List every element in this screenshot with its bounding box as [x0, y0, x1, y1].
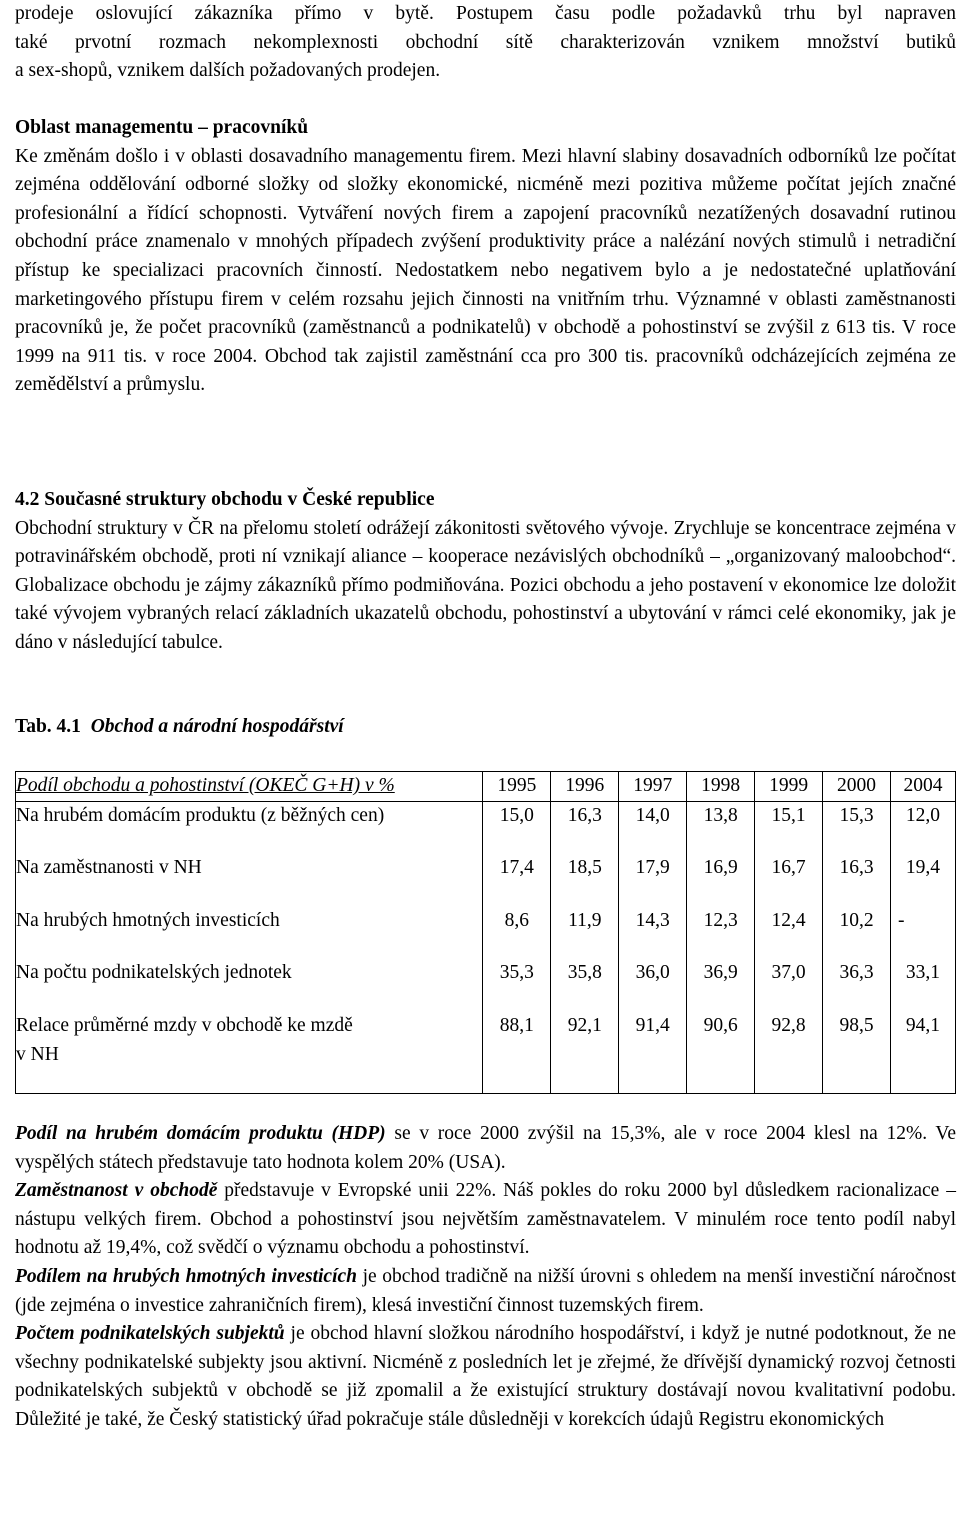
table-cell: 88,1	[483, 1012, 551, 1093]
year-header: 1997	[619, 772, 687, 802]
table-cell: 17,9	[619, 854, 687, 907]
table-cell: 8,6	[483, 907, 551, 959]
intro-line-2: také prvotní rozmach nekomplexnosti obchodní sítě charakterizován vznikem množství butiků	[15, 31, 956, 53]
year-header: 2004	[890, 772, 955, 802]
table-cell: 12,0	[890, 801, 955, 854]
table-cell: 36,3	[823, 959, 891, 1012]
row-label	[16, 1012, 483, 1093]
year-header: 1998	[687, 772, 755, 802]
table-cell: 33,1	[890, 959, 955, 1012]
investment-paragraph	[15, 1263, 956, 1320]
table-cell: 91,4	[619, 1012, 687, 1093]
table-header-row	[16, 772, 956, 802]
table-title: Obchod a národní hospodářství	[90, 716, 344, 737]
section-heading-management: Oblast managementu – pracovníků	[15, 117, 309, 138]
employment-text: představuje v Evropské unii 22%. Náš pokles do roku 2000 byl důsledkem racionalizace – nástupu velkých firem. Obchod a pohostinství jsou největším zaměstnavatelem. V minulém roce tento podíl nabyl hodnotu až 19,4%, což svědčí o významu obchodu a pohostinství.	[15, 1180, 957, 1259]
row-label: Na hrubých hmotných investicích	[16, 907, 483, 959]
table-cell: 12,3	[687, 907, 755, 959]
table-cell: 15,1	[755, 801, 823, 854]
table-row	[16, 907, 956, 959]
structures-paragraph: Obchodní struktury v ČR na přelomu století odrážejí zákonitosti světového vývoje. Zrychluje se koncentrace zejména v potravinářském obchodě, proti ní vznikají aliance – kooperace nezávislých obchodníků – „organizovaný maloobchod“. Globalizace obchodu je zájmy zákazníků přímo podmiňována. Pozici obchodu a jeho postavení v ekonomice lze doložit také vývojem vybraných relací základních ukazatelů obchodu, pohostinství a ubytování v rámci celé ekonomiky, jak je dáno v následující tabulce.	[15, 517, 956, 653]
table-row	[16, 854, 956, 907]
row-label-line-1: Relace průměrné mzdy v obchodě ke mzdě	[16, 1015, 353, 1037]
intro-paragraph	[15, 0, 956, 86]
table-cell: 14,0	[619, 801, 687, 854]
subjects-text: je obchod hlavní složkou národního hospodářství, i když je nutné podotknout, že ne všechny podnikatelské subjekty jsou aktivní. Nicméně z posledních let je zřejmé, že dřívější dynamický rozvoj četnosti podnikatelských subjektů v obchodě se již zpomalil a že existující struktury dostávají novou kvalitativní podobu. Důležité je také, že Český statistický úřad pokračuje stále důsledněji v korekcích údajů Registru ekonomických	[15, 1323, 956, 1430]
table-cell: 17,4	[483, 854, 551, 907]
intro-line-3: a sex-shopů, vznikem dalších požadovaných prodejen.	[15, 60, 441, 82]
subjects-lead: Počtem podnikatelských subjektů	[15, 1323, 285, 1345]
table-cell: 35,3	[483, 959, 551, 1012]
table-cell: 36,9	[687, 959, 755, 1012]
table-cell: 90,6	[687, 1012, 755, 1093]
subjects-paragraph	[15, 1320, 956, 1434]
table-cell: 13,8	[687, 801, 755, 854]
row-label: Na hrubém domácím produktu (z běžných cen)	[16, 801, 483, 854]
table-caption	[15, 713, 344, 742]
year-header: 1999	[755, 772, 823, 802]
table-cell: 16,3	[823, 854, 891, 907]
trade-economy-table	[15, 771, 956, 1094]
year-header: 1995	[483, 772, 551, 802]
table-cell: 18,5	[551, 854, 619, 907]
year-header: 2000	[823, 772, 891, 802]
table-cell: 16,3	[551, 801, 619, 854]
management-section	[15, 114, 956, 400]
table-row	[16, 959, 956, 1012]
investment-lead: Podílem na hrubých hmotných investicích	[15, 1265, 358, 1287]
table-cell: 92,8	[755, 1012, 823, 1093]
table-cell: 14,3	[619, 907, 687, 959]
table-cell: 15,3	[823, 801, 891, 854]
structures-section	[15, 486, 956, 658]
table-header-label: Podíl obchodu a pohostinství (OKEČ G+H) v %	[16, 772, 483, 802]
table-row	[16, 801, 956, 854]
row-label-line-2: v NH	[16, 1043, 59, 1065]
table-cell: 10,2	[823, 907, 891, 959]
row-label: Na počtu podnikatelských jednotek	[16, 959, 483, 1012]
table-cell: 15,0	[483, 801, 551, 854]
hdp-paragraph	[15, 1120, 956, 1177]
section-heading-4-2: 4.2 Současné struktury obchodu v České republice	[15, 489, 435, 510]
table-cell: 19,4	[890, 854, 955, 907]
table-cell: 16,9	[687, 854, 755, 907]
row-label: Na zaměstnanosti v NH	[16, 854, 483, 907]
hdp-lead: Podíl na hrubém domácím produktu (HDP)	[15, 1123, 386, 1144]
table-cell: 16,7	[755, 854, 823, 907]
employment-lead: Zaměstnanost v obchodě	[15, 1180, 218, 1202]
table-cell: 11,9	[551, 907, 619, 959]
table-row	[16, 1012, 956, 1093]
table-cell: 92,1	[551, 1012, 619, 1093]
management-paragraph: Ke změnám došlo i v oblasti dosavadního managementu firem. Mezi hlavní slabiny dosavadních odborníků lze počítat zejména oddělování odborné složky od složky ekonomické, nicméně mezi pozitiva můžeme počítat jejích značné profesionální a řídící schopnosti. Vytváření nových firem a zapojení pracovníků nezatížených dosavadní rutinou obchodní práce znamenalo v mnohých případech zvýšení produktivity práce a nalézání nových stimulů i netradiční přístup ke specializaci pracovních činností. Nedostatkem nebo negativem bylo a je nedostatečné uplatňování marketingového přístupu firem v celém rozsahu jejich činnosti na vnitřním trhu. Významné v oblasti zaměstnanosti pracovníků je, že počet pracovníků (zaměstnanců a podnikatelů) v obchodě a pohostinství se zvýšil z 613 tis. V roce 1999 na 911 tis. v roce 2004. Obchod tak zajistil zaměstnání cca pro 300 tis. pracovníků odcházejících zejména ze zemědělství a průmyslu.	[15, 145, 956, 396]
table-cell: 36,0	[619, 959, 687, 1012]
investment-text: je obchod tradičně na nižší úrovni s ohledem na menší investiční náročnost (jde zejména o investice zahraničních firem), klesá investiční činnost tuzemských firem.	[15, 1265, 956, 1316]
intro-line-1: prodeje oslovující zákazníka přímo v bytě. Postupem času podle požadavků trhu byl napraven	[15, 3, 956, 24]
table-cell: 37,0	[755, 959, 823, 1012]
table-cell: 98,5	[823, 1012, 891, 1093]
table-label: Tab. 4.1	[15, 716, 81, 737]
table-cell: 94,1	[890, 1012, 955, 1093]
hdp-text: se v roce 2000 zvýšil na 15,3%, ale v roce 2004 klesl na 12%. Ve vyspělých státech představuje tato hodnota kolem 20% (USA).	[15, 1123, 957, 1173]
employment-paragraph	[15, 1177, 956, 1263]
analysis-section	[15, 1120, 956, 1435]
year-header: 1996	[551, 772, 619, 802]
table-cell: -	[890, 907, 955, 959]
table-cell: 35,8	[551, 959, 619, 1012]
table-cell: 12,4	[755, 907, 823, 959]
